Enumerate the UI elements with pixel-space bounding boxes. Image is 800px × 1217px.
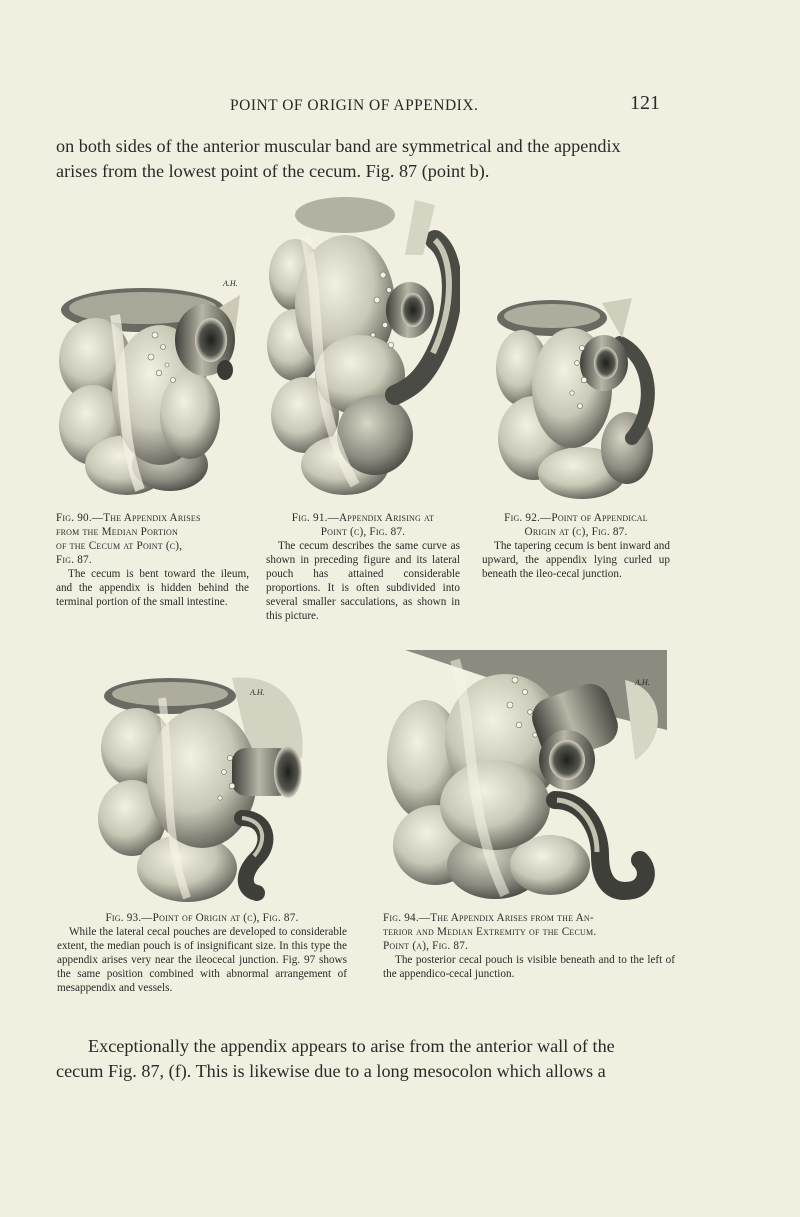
caption-fig-93-title-line: Fig. 93.—Point of Origin at (c), Fig. 87. [105,912,299,924]
caption-fig-90-title-line: from the Median Portion [56,526,179,538]
caption-fig-93 [57,911,347,995]
caption-fig-91-title-line: Fig. 91.—Appendix Arising at [291,512,435,524]
closing-line-1: Exceptionally the appendix appears to arise from the anterior wall of the [88,1036,615,1056]
caption-fig-90-title-line: of the Cecum at Point (c), [56,540,183,552]
caption-fig-92 [482,511,670,581]
intro-paragraph [56,134,746,184]
figure-91-illustration [265,195,460,500]
caption-fig-91 [266,511,460,623]
caption-fig-92-description: The tapering cecum is bent inward and upward, the appendix lying curled up beneath the ileo-cecal junction. [482,540,670,580]
caption-fig-90-title [56,511,249,567]
caption-fig-94-title-line: Point (a), Fig. 87. [383,940,468,952]
figure-92-illustration [492,288,660,500]
caption-fig-94-title [383,911,675,953]
caption-fig-94 [383,911,675,981]
running-head: POINT OF ORIGIN OF APPENDIX. [230,97,479,114]
caption-fig-91-title-line: Point (c), Fig. 87. [320,526,406,538]
artist-mark-90: A.H. [223,279,238,288]
caption-fig-90-title-line: Fig. 87. [56,554,92,566]
artist-mark-94: A.H. [635,678,650,687]
page-number: 121 [630,92,660,114]
caption-fig-93-description: While the lateral cecal pouches are developed to considerable extent, the median pouch is of insignificant size. In this type the appendix arises very near the ileocecal junction. Fig. 97 shows the same position combined with abnormal arrangement of mesappendix and vessels. [57,926,347,994]
caption-fig-90 [56,511,249,609]
caption-fig-93-title [57,911,347,925]
intro-line-1: on both sides of the anterior muscular band are symmetrical and the appendix [56,136,621,156]
closing-paragraph [56,1034,746,1084]
caption-fig-92-title-line: Origin at (c), Fig. 87. [524,526,628,538]
artist-mark-93: A.H. [250,688,265,697]
caption-fig-94-description: The posterior cecal pouch is visible beneath and to the left of the appendico-cecal junction. [383,954,675,980]
caption-fig-92-title-line: Fig. 92.—Point of Appendical [504,512,648,524]
caption-fig-91-description: The cecum describes the same curve as shown in preceding figure and its lateral pouch has attained considerable proportions. It is often subdivided into several smaller sacculations, as shown in this picture. [266,540,460,622]
closing-line-2: cecum Fig. 87, (f). This is likewise due to a long mesocolon which allows a [56,1061,606,1081]
caption-fig-94-title-line: Fig. 94.—The Appendix Arises from the An- [383,912,594,924]
caption-fig-91-title [266,511,460,539]
caption-fig-90-description: The cecum is bent toward the ileum, and the appendix is hidden behind the terminal portion of the small intestine. [56,568,249,608]
caption-fig-90-title-line: Fig. 90.—The Appendix Arises [56,512,201,524]
caption-fig-92-title [482,511,670,539]
intro-line-2: arises from the lowest point of the cecum. Fig. 87 (point b). [56,161,490,181]
figure-90-illustration [55,275,250,500]
figure-93-illustration [92,668,312,904]
figure-94-illustration [385,650,667,906]
caption-fig-94-title-line: terior and Median Extremity of the Cecum. [383,926,597,938]
